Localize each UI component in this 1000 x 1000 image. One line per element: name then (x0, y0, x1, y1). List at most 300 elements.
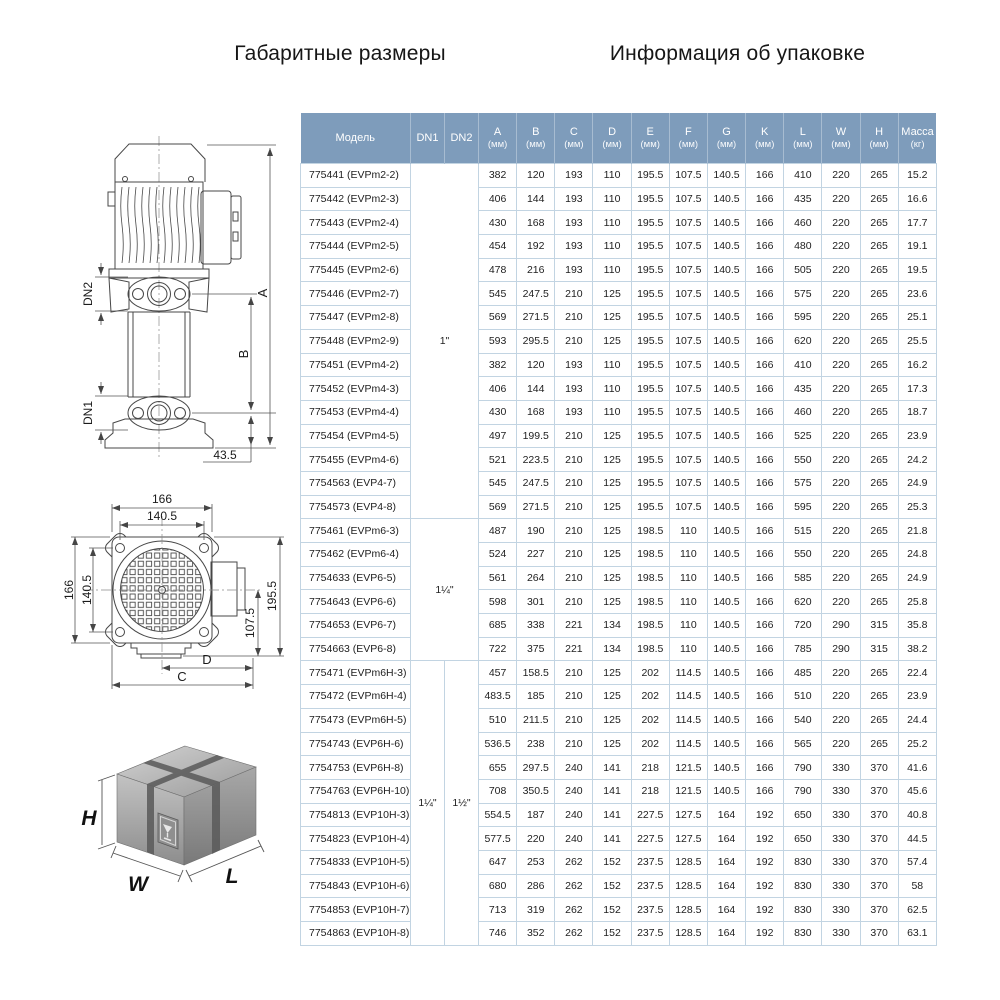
dn-size-cell: 1¼" (411, 519, 479, 661)
value-cell: 221 (555, 614, 593, 638)
value-cell: 24.4 (898, 708, 936, 732)
value-cell: 830 (784, 898, 822, 922)
value-cell: 166 (746, 590, 784, 614)
value-cell: 220 (822, 424, 860, 448)
value-cell: 140.5 (707, 377, 745, 401)
value-cell: 25.2 (898, 732, 936, 756)
value-cell: 265 (860, 424, 898, 448)
heading-dimensions: Габаритные размеры (234, 42, 446, 65)
value-cell: 158.5 (517, 661, 555, 685)
value-cell: 220 (822, 282, 860, 306)
value-cell: 166 (746, 282, 784, 306)
d-dim-label: D (202, 652, 212, 667)
value-cell: 152 (593, 874, 631, 898)
value-cell: 24.2 (898, 448, 936, 472)
table-row (301, 566, 937, 590)
value-cell: 220 (822, 377, 860, 401)
dn2-cell: 1½" (445, 661, 479, 945)
value-cell: 107.5 (669, 258, 707, 282)
base-height-dim-label: 43.5 (213, 448, 237, 462)
value-cell: 107.5 (669, 282, 707, 306)
value-cell: 410 (784, 164, 822, 188)
value-cell: 195.5 (631, 306, 669, 330)
value-cell: 265 (860, 353, 898, 377)
value-cell: 338 (517, 614, 555, 638)
value-cell: 554.5 (479, 803, 517, 827)
value-cell: 25.5 (898, 329, 936, 353)
value-cell: 140.5 (707, 211, 745, 235)
value-cell: 210 (555, 329, 593, 353)
value-cell: 198.5 (631, 637, 669, 661)
value-cell: 220 (822, 258, 860, 282)
heading-packaging: Информация об упаковке (609, 42, 866, 65)
value-cell: 220 (822, 661, 860, 685)
value-cell: 510 (784, 685, 822, 709)
value-cell: 125 (593, 685, 631, 709)
value-cell: 121.5 (669, 779, 707, 803)
table-row (301, 400, 937, 424)
value-cell: 107.5 (669, 495, 707, 519)
value-cell: 195.5 (631, 400, 669, 424)
col-header-e: E (мм) (631, 113, 669, 164)
value-cell: 595 (784, 495, 822, 519)
value-cell: 593 (479, 329, 517, 353)
value-cell: 722 (479, 637, 517, 661)
right-depth-axis-label: 107.5 (243, 607, 257, 639)
value-cell: 125 (593, 519, 631, 543)
value-cell: 195.5 (631, 471, 669, 495)
table-row (301, 377, 937, 401)
value-cell: 265 (860, 187, 898, 211)
value-cell: 164 (707, 922, 745, 946)
value-cell: 319 (517, 898, 555, 922)
col-header-k: K (мм) (746, 113, 784, 164)
model-cell: 775447 (EVPm2-8) (301, 306, 411, 330)
value-cell: 125 (593, 495, 631, 519)
value-cell: 487 (479, 519, 517, 543)
value-cell: 265 (860, 543, 898, 567)
value-cell: 262 (555, 850, 593, 874)
value-cell: 210 (555, 732, 593, 756)
value-cell: 227 (517, 543, 555, 567)
value-cell: 262 (555, 898, 593, 922)
table-body (301, 164, 937, 946)
value-cell: 785 (784, 637, 822, 661)
value-cell: 713 (479, 898, 517, 922)
value-cell: 297.5 (517, 756, 555, 780)
value-cell: 315 (860, 614, 898, 638)
value-cell: 164 (707, 898, 745, 922)
value-cell: 240 (555, 827, 593, 851)
value-cell: 382 (479, 353, 517, 377)
value-cell: 220 (822, 353, 860, 377)
value-cell: 21.8 (898, 519, 936, 543)
value-cell: 510 (479, 708, 517, 732)
value-cell: 140.5 (707, 471, 745, 495)
value-cell: 830 (784, 850, 822, 874)
value-cell: 166 (746, 471, 784, 495)
value-cell: 569 (479, 495, 517, 519)
value-cell: 620 (784, 329, 822, 353)
value-cell: 265 (860, 708, 898, 732)
value-cell: 247.5 (517, 282, 555, 306)
model-cell: 775442 (EVPm2-3) (301, 187, 411, 211)
value-cell: 192 (746, 874, 784, 898)
value-cell: 192 (746, 803, 784, 827)
value-cell: 598 (479, 590, 517, 614)
value-cell: 140.5 (707, 495, 745, 519)
value-cell: 454 (479, 235, 517, 259)
value-cell: 708 (479, 779, 517, 803)
value-cell: 128.5 (669, 850, 707, 874)
value-cell: 265 (860, 566, 898, 590)
value-cell: 253 (517, 850, 555, 874)
value-cell: 221 (555, 637, 593, 661)
value-cell: 25.1 (898, 306, 936, 330)
value-cell: 198.5 (631, 614, 669, 638)
value-cell: 193 (555, 377, 593, 401)
value-cell: 110 (593, 187, 631, 211)
value-cell: 114.5 (669, 732, 707, 756)
value-cell: 166 (746, 187, 784, 211)
value-cell: 577.5 (479, 827, 517, 851)
value-cell: 144 (517, 377, 555, 401)
model-cell: 7754573 (EVP4-8) (301, 495, 411, 519)
value-cell: 290 (822, 614, 860, 638)
value-cell: 23.6 (898, 282, 936, 306)
value-cell: 110 (669, 614, 707, 638)
value-cell: 140.5 (707, 756, 745, 780)
value-cell: 25.8 (898, 590, 936, 614)
value-cell: 195.5 (631, 424, 669, 448)
value-cell: 141 (593, 779, 631, 803)
value-cell: 521 (479, 448, 517, 472)
value-cell: 370 (860, 898, 898, 922)
value-cell: 152 (593, 850, 631, 874)
value-cell: 166 (746, 211, 784, 235)
col-header-h: H (мм) (860, 113, 898, 164)
top-width-outer-label: 166 (151, 492, 173, 506)
h-package-label: H (81, 807, 97, 830)
value-cell: 330 (822, 898, 860, 922)
value-cell: 195.5 (631, 164, 669, 188)
value-cell: 505 (784, 258, 822, 282)
model-cell: 775444 (EVPm2-5) (301, 235, 411, 259)
value-cell: 265 (860, 258, 898, 282)
model-cell: 7754643 (EVP6-6) (301, 590, 411, 614)
value-cell: 140.5 (707, 566, 745, 590)
value-cell: 15.2 (898, 164, 936, 188)
value-cell: 350.5 (517, 779, 555, 803)
value-cell: 125 (593, 543, 631, 567)
header-row (301, 113, 937, 164)
value-cell: 195.5 (631, 448, 669, 472)
table-row (301, 495, 937, 519)
value-cell: 271.5 (517, 306, 555, 330)
value-cell: 210 (555, 590, 593, 614)
model-cell: 775472 (EVPm6H-4) (301, 685, 411, 709)
col-header-a: A (мм) (479, 113, 517, 164)
value-cell: 166 (746, 614, 784, 638)
value-cell: 330 (822, 922, 860, 946)
value-cell: 185 (517, 685, 555, 709)
value-cell: 107.5 (669, 448, 707, 472)
value-cell: 202 (631, 685, 669, 709)
value-cell: 430 (479, 400, 517, 424)
table-row (301, 164, 937, 188)
value-cell: 210 (555, 708, 593, 732)
pump-side-view-drawing (55, 112, 300, 464)
value-cell: 210 (555, 282, 593, 306)
value-cell: 107.5 (669, 187, 707, 211)
value-cell: 193 (555, 258, 593, 282)
value-cell: 435 (784, 187, 822, 211)
model-cell: 7754763 (EVP6H-10) (301, 779, 411, 803)
value-cell: 370 (860, 850, 898, 874)
model-cell: 7754863 (EVP10H-8) (301, 922, 411, 946)
value-cell: 107.5 (669, 424, 707, 448)
value-cell: 107.5 (669, 211, 707, 235)
value-cell: 166 (746, 566, 784, 590)
value-cell: 370 (860, 779, 898, 803)
value-cell: 44.5 (898, 827, 936, 851)
value-cell: 220 (822, 306, 860, 330)
value-cell: 192 (746, 922, 784, 946)
value-cell: 220 (822, 708, 860, 732)
value-cell: 166 (746, 377, 784, 401)
value-cell: 125 (593, 708, 631, 732)
value-cell: 524 (479, 543, 517, 567)
value-cell: 220 (822, 519, 860, 543)
value-cell: 265 (860, 211, 898, 235)
value-cell: 406 (479, 187, 517, 211)
value-cell: 210 (555, 519, 593, 543)
value-cell: 110 (593, 400, 631, 424)
table-row (301, 306, 937, 330)
value-cell: 195.5 (631, 187, 669, 211)
value-cell: 195.5 (631, 353, 669, 377)
value-cell: 35.8 (898, 614, 936, 638)
value-cell: 195.5 (631, 282, 669, 306)
value-cell: 140.5 (707, 164, 745, 188)
value-cell: 202 (631, 708, 669, 732)
col-header-b: B (мм) (517, 113, 555, 164)
table-row (301, 850, 937, 874)
value-cell: 247.5 (517, 471, 555, 495)
value-cell: 330 (822, 779, 860, 803)
model-cell: 7754813 (EVP10H-3) (301, 803, 411, 827)
table-header (301, 113, 937, 164)
model-cell: 775452 (EVPm4-3) (301, 377, 411, 401)
value-cell: 265 (860, 448, 898, 472)
value-cell: 125 (593, 329, 631, 353)
value-cell: 166 (746, 164, 784, 188)
value-cell: 125 (593, 471, 631, 495)
table-row (301, 353, 937, 377)
dn-size-cell: 1" (411, 164, 479, 519)
value-cell: 575 (784, 282, 822, 306)
value-cell: 435 (784, 377, 822, 401)
value-cell: 410 (784, 353, 822, 377)
table-row (301, 282, 937, 306)
value-cell: 110 (669, 543, 707, 567)
table-row (301, 543, 937, 567)
value-cell: 830 (784, 874, 822, 898)
value-cell: 210 (555, 424, 593, 448)
value-cell: 168 (517, 400, 555, 424)
value-cell: 720 (784, 614, 822, 638)
value-cell: 164 (707, 850, 745, 874)
table-row (301, 637, 937, 661)
value-cell: 330 (822, 756, 860, 780)
value-cell: 620 (784, 590, 822, 614)
value-cell: 195.5 (631, 258, 669, 282)
value-cell: 140.5 (707, 424, 745, 448)
value-cell: 23.9 (898, 685, 936, 709)
value-cell: 286 (517, 874, 555, 898)
value-cell: 352 (517, 922, 555, 946)
value-cell: 18.7 (898, 400, 936, 424)
value-cell: 330 (822, 827, 860, 851)
value-cell: 210 (555, 661, 593, 685)
value-cell: 125 (593, 306, 631, 330)
value-cell: 140.5 (707, 661, 745, 685)
value-cell: 220 (822, 495, 860, 519)
value-cell: 227.5 (631, 827, 669, 851)
value-cell: 166 (746, 708, 784, 732)
value-cell: 223.5 (517, 448, 555, 472)
value-cell: 128.5 (669, 922, 707, 946)
value-cell: 195.5 (631, 235, 669, 259)
value-cell: 237.5 (631, 850, 669, 874)
value-cell: 24.9 (898, 566, 936, 590)
value-cell: 540 (784, 708, 822, 732)
value-cell: 195.5 (631, 211, 669, 235)
model-cell: 7754743 (EVP6H-6) (301, 732, 411, 756)
model-cell: 7754843 (EVP10H-6) (301, 874, 411, 898)
table-row (301, 874, 937, 898)
value-cell: 193 (555, 211, 593, 235)
model-cell: 7754823 (EVP10H-4) (301, 827, 411, 851)
value-cell: 110 (669, 590, 707, 614)
value-cell: 265 (860, 661, 898, 685)
value-cell: 746 (479, 922, 517, 946)
value-cell: 240 (555, 803, 593, 827)
model-cell: 7754563 (EVP4-7) (301, 471, 411, 495)
pump-top-outline (103, 531, 245, 658)
value-cell: 290 (822, 637, 860, 661)
value-cell: 45.6 (898, 779, 936, 803)
value-cell: 57.4 (898, 850, 936, 874)
value-cell: 198.5 (631, 590, 669, 614)
value-cell: 140.5 (707, 306, 745, 330)
value-cell: 198.5 (631, 543, 669, 567)
value-cell: 685 (479, 614, 517, 638)
value-cell: 218 (631, 756, 669, 780)
value-cell: 647 (479, 850, 517, 874)
value-cell: 210 (555, 566, 593, 590)
value-cell: 107.5 (669, 377, 707, 401)
value-cell: 125 (593, 732, 631, 756)
value-cell: 107.5 (669, 400, 707, 424)
value-cell: 220 (822, 732, 860, 756)
value-cell: 187 (517, 803, 555, 827)
value-cell: 265 (860, 471, 898, 495)
value-cell: 166 (746, 235, 784, 259)
value-cell: 220 (822, 164, 860, 188)
table-row (301, 258, 937, 282)
model-cell: 7754663 (EVP6-8) (301, 637, 411, 661)
value-cell: 120 (517, 353, 555, 377)
value-cell: 220 (517, 827, 555, 851)
value-cell: 238 (517, 732, 555, 756)
value-cell: 237.5 (631, 874, 669, 898)
value-cell: 575 (784, 471, 822, 495)
value-cell: 144 (517, 187, 555, 211)
value-cell: 193 (555, 353, 593, 377)
table-row (301, 661, 937, 685)
value-cell: 63.1 (898, 922, 936, 946)
value-cell: 166 (746, 519, 784, 543)
value-cell: 262 (555, 874, 593, 898)
table-row (301, 424, 937, 448)
value-cell: 199.5 (517, 424, 555, 448)
value-cell: 830 (784, 922, 822, 946)
value-cell: 237.5 (631, 898, 669, 922)
value-cell: 220 (822, 471, 860, 495)
model-cell: 7754653 (EVP6-7) (301, 614, 411, 638)
value-cell: 265 (860, 377, 898, 401)
value-cell: 140.5 (707, 685, 745, 709)
table-row (301, 329, 937, 353)
value-cell: 164 (707, 803, 745, 827)
model-cell: 775473 (EVPm6H-5) (301, 708, 411, 732)
model-cell: 775448 (EVPm2-9) (301, 329, 411, 353)
value-cell: 478 (479, 258, 517, 282)
value-cell: 460 (784, 400, 822, 424)
value-cell: 114.5 (669, 661, 707, 685)
l-package-label: L (225, 865, 239, 888)
value-cell: 125 (593, 448, 631, 472)
value-cell: 265 (860, 235, 898, 259)
table-row (301, 827, 937, 851)
value-cell: 790 (784, 756, 822, 780)
value-cell: 164 (707, 874, 745, 898)
value-cell: 211.5 (517, 708, 555, 732)
value-cell: 24.8 (898, 543, 936, 567)
value-cell: 370 (860, 922, 898, 946)
value-cell: 216 (517, 258, 555, 282)
value-cell: 265 (860, 732, 898, 756)
value-cell: 110 (593, 164, 631, 188)
dn1-cell: 1¼" (411, 661, 445, 945)
table-row (301, 187, 937, 211)
model-cell: 775446 (EVPm2-7) (301, 282, 411, 306)
value-cell: 120 (517, 164, 555, 188)
value-cell: 480 (784, 235, 822, 259)
value-cell: 198.5 (631, 519, 669, 543)
value-cell: 140.5 (707, 400, 745, 424)
value-cell: 790 (784, 779, 822, 803)
value-cell: 140.5 (707, 258, 745, 282)
value-cell: 110 (593, 258, 631, 282)
model-cell: 775454 (EVPm4-5) (301, 424, 411, 448)
value-cell: 210 (555, 543, 593, 567)
value-cell: 110 (593, 235, 631, 259)
value-cell: 210 (555, 448, 593, 472)
table-row (301, 708, 937, 732)
model-cell: 775455 (EVPm4-6) (301, 448, 411, 472)
